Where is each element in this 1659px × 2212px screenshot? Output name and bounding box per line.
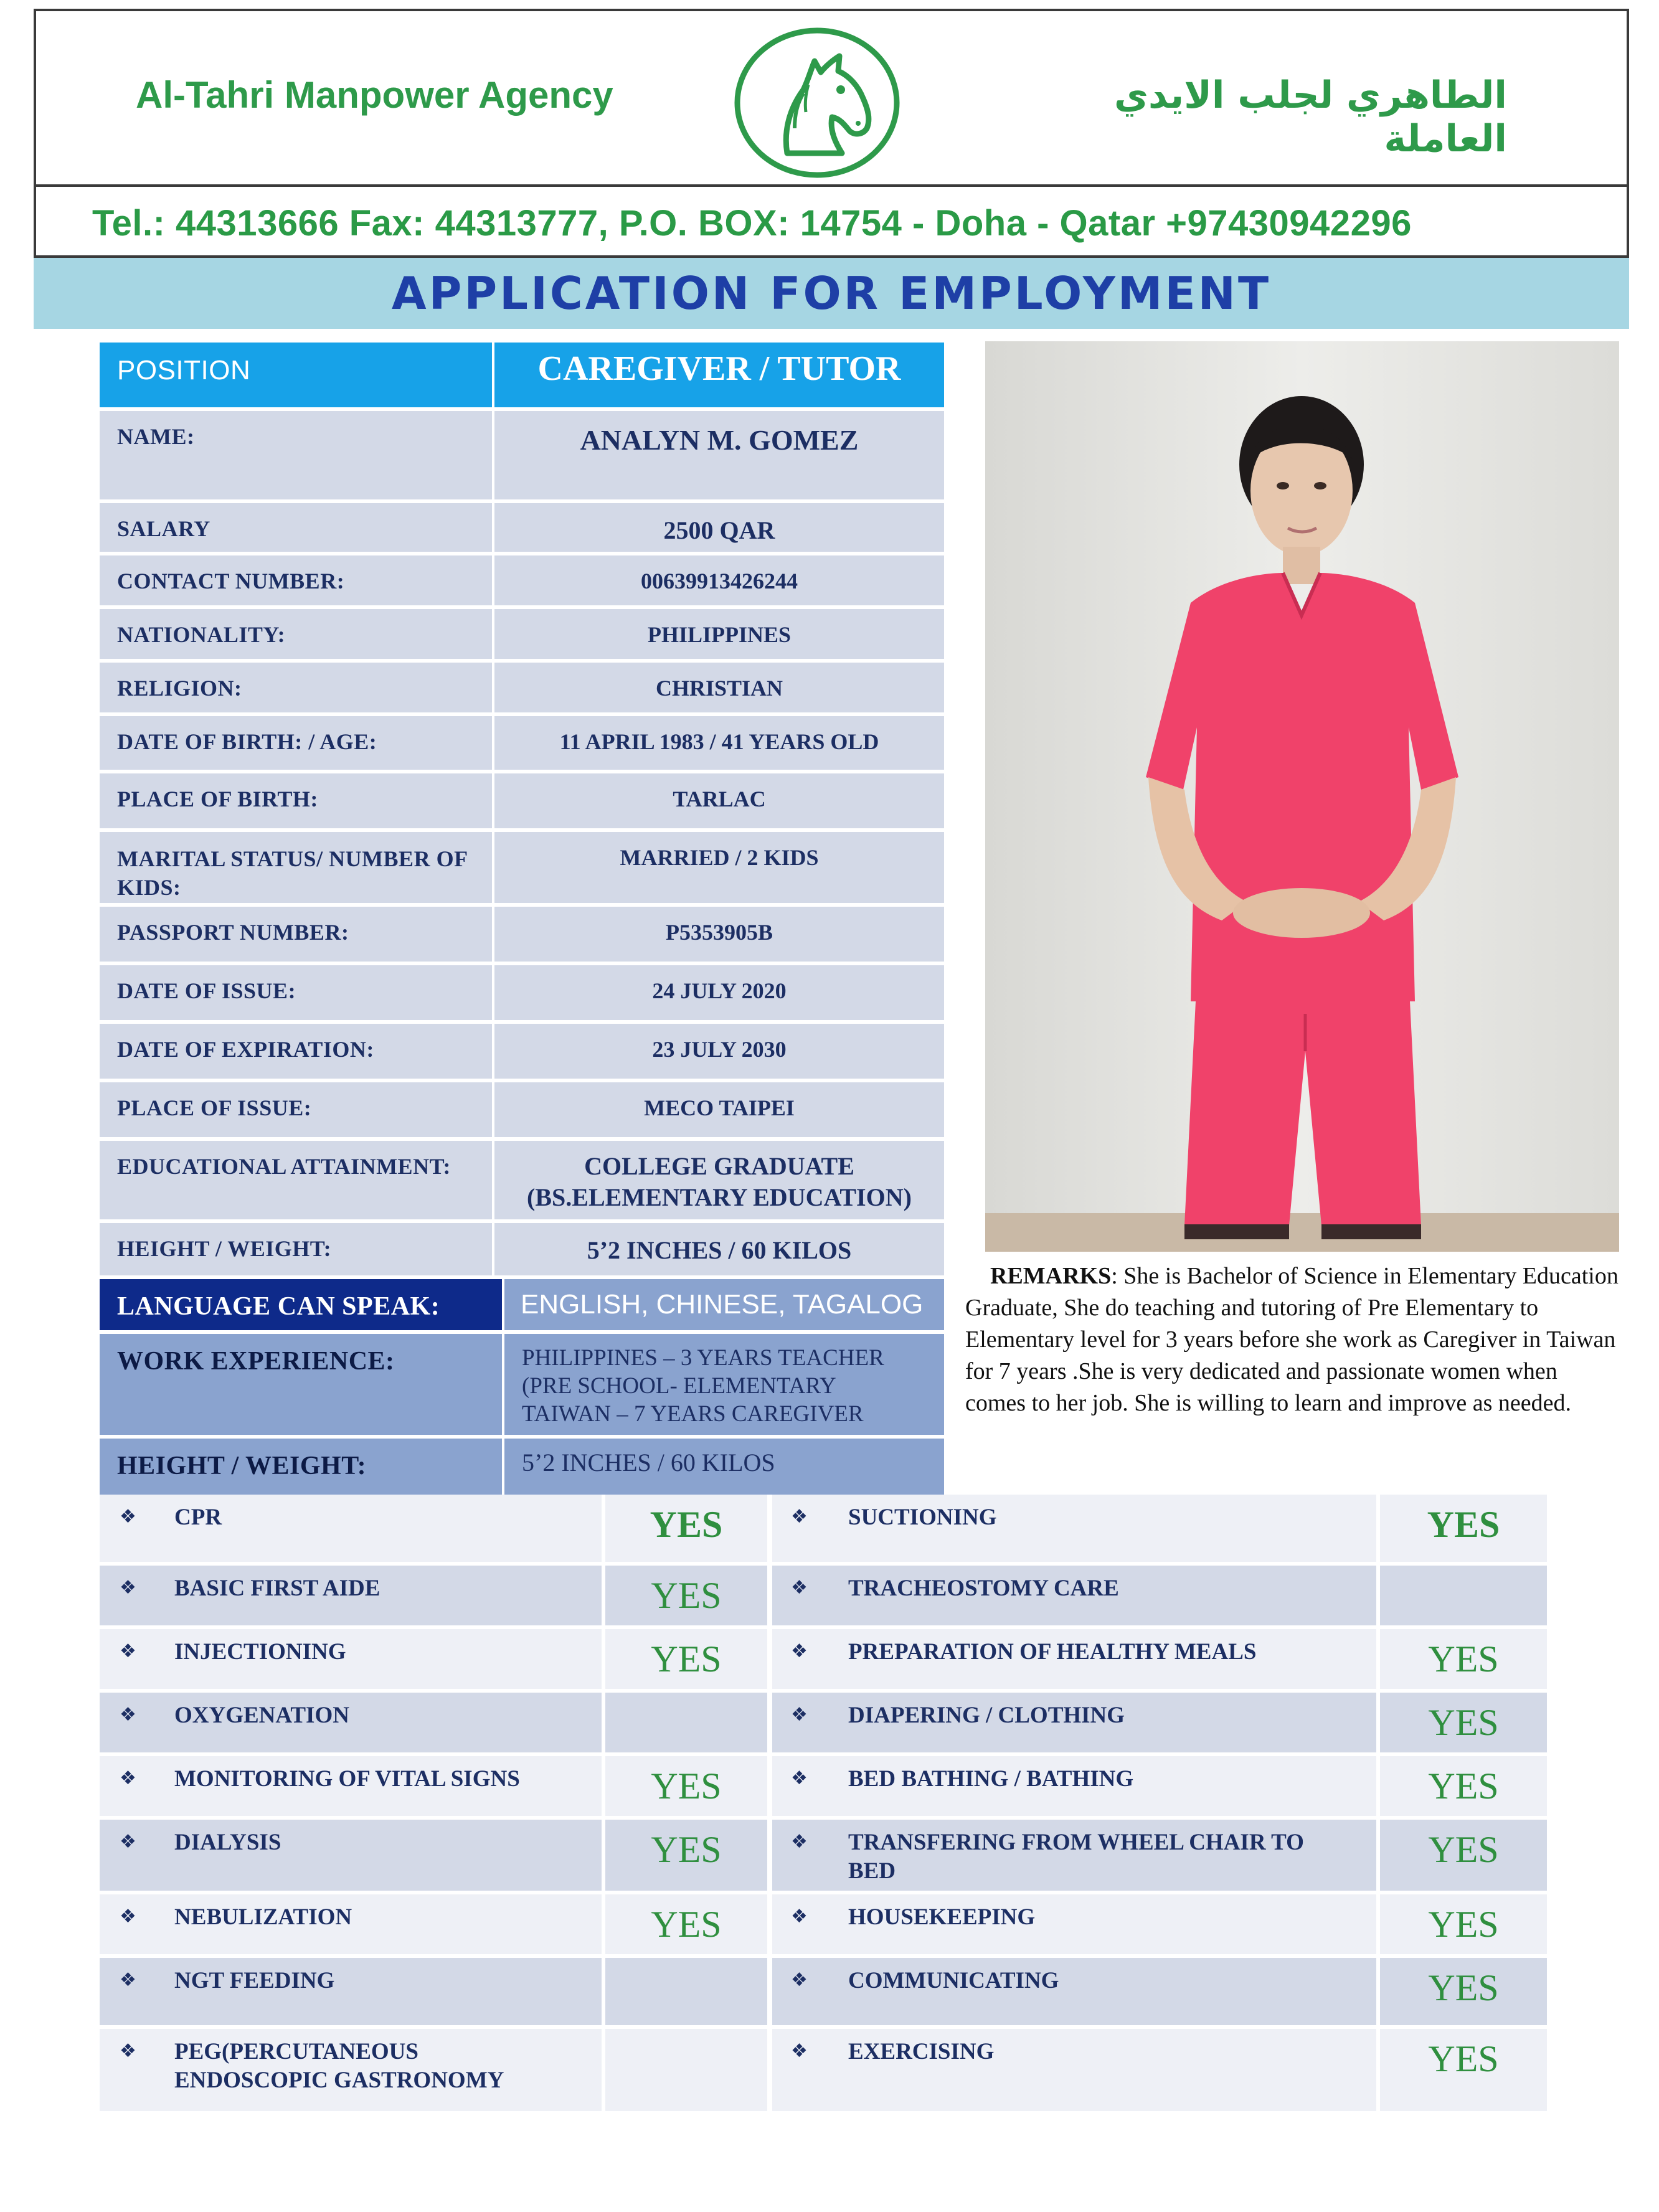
skill-yes-value: YES — [1428, 1638, 1499, 1680]
position-label: POSITION — [100, 343, 492, 407]
remarks-text: : She is Bachelor of Science in Elementary Education Graduate, She do teaching and tutoring of Pre Elementary to Elementary level for 3 years before she work as Caregiver in Taiwan for 7 years .She is very dedicated and passionate women when comes to her job. She is willing to learn and improve as needed. — [965, 1263, 1619, 1416]
table-gridline — [767, 1495, 771, 2111]
skill-value-cell — [605, 1693, 767, 1752]
date-of-issue-label: DATE OF ISSUE: — [100, 965, 492, 1020]
work-line-2: (PRE SCHOOL- ELEMENTARY — [522, 1373, 836, 1399]
salary-label: SALARY — [100, 503, 492, 552]
skill-yes-value: YES — [1428, 1829, 1499, 1870]
place-of-issue-value: MECO TAIPEI — [494, 1082, 944, 1137]
skill-yes-value: YES — [651, 1904, 722, 1945]
diamond-bullet-icon: ❖ — [791, 1577, 808, 1599]
religion-value: CHRISTIAN — [494, 663, 944, 712]
table-gridline — [602, 1495, 605, 2111]
skill-yes-value: YES — [1428, 1967, 1499, 2008]
skill-value-cell — [605, 1958, 767, 2025]
skill-yes-value: YES — [1428, 1904, 1499, 1945]
table-gridline — [1376, 1495, 1380, 2111]
nationality-label: NATIONALITY: — [100, 609, 492, 659]
place-of-birth-value: TARLAC — [494, 773, 944, 828]
agency-name-arabic: الطاهري لجلب الايدي العاملة — [1114, 73, 1507, 161]
place-of-issue-label: PLACE OF ISSUE: — [100, 1082, 492, 1137]
skill-name: TRACHEOSTOMY CARE — [848, 1576, 1119, 1601]
language-label: LANGUAGE CAN SPEAK: — [100, 1279, 502, 1330]
diamond-bullet-icon: ❖ — [791, 1704, 808, 1726]
contact-number-label: CONTACT NUMBER: — [100, 555, 492, 605]
skill-name-line-2: ENDOSCOPIC GASTRONOMY — [174, 2068, 504, 2093]
height-weight-label: HEIGHT / WEIGHT: — [100, 1223, 492, 1275]
education-label: EDUCATIONAL ATTAINMENT: — [100, 1141, 492, 1219]
nationality-value: PHILIPPINES — [494, 609, 944, 659]
height-weight-2-label: HEIGHT / WEIGHT: — [100, 1439, 502, 1495]
skill-yes-value: YES — [1428, 1702, 1499, 1743]
language-value: ENGLISH, CHINESE, TAGALOG — [504, 1279, 944, 1330]
work-line-3: TAIWAN – 7 YEARS CAREGIVER — [522, 1401, 864, 1427]
skill-name: NGT FEEDING — [174, 1968, 335, 1993]
place-of-birth-label: PLACE OF BIRTH: — [100, 773, 492, 828]
diamond-bullet-icon: ❖ — [120, 1640, 136, 1662]
header-divider — [34, 184, 1629, 187]
skill-yes-value: YES — [651, 1575, 722, 1616]
skill-yes-value: YES — [651, 1829, 722, 1870]
diamond-bullet-icon: ❖ — [791, 1831, 808, 1853]
skill-name: BED BATHING / BATHING — [848, 1766, 1134, 1792]
salary-value: 2500 QAR — [494, 503, 944, 552]
diamond-bullet-icon: ❖ — [791, 1506, 808, 1528]
diamond-bullet-icon: ❖ — [120, 1831, 136, 1853]
work-experience-value — [504, 1334, 944, 1435]
skill-name — [174, 2038, 589, 2095]
marital-status-value: MARRIED / 2 KIDS — [494, 832, 944, 903]
skill-yes-value: YES — [651, 1638, 722, 1680]
skill-name: BASIC FIRST AIDE — [174, 1576, 380, 1601]
name-label: NAME: — [100, 411, 492, 499]
date-of-expiration-label: DATE OF EXPIRATION: — [100, 1024, 492, 1079]
skill-name: DIAPERING / CLOTHING — [848, 1703, 1125, 1728]
education-line-2: (BS.ELEMENTARY EDUCATION) — [527, 1183, 912, 1211]
diamond-bullet-icon: ❖ — [120, 2040, 136, 2062]
agency-name-english: Al-Tahri Manpower Agency — [136, 74, 613, 116]
title-band — [34, 258, 1629, 329]
skill-name: INJECTIONING — [174, 1639, 346, 1665]
date-of-expiration-value: 23 JULY 2030 — [494, 1024, 944, 1079]
diamond-bullet-icon: ❖ — [120, 1969, 136, 1991]
education-value — [494, 1141, 944, 1219]
diamond-bullet-icon: ❖ — [791, 1906, 808, 1927]
education-line-1: COLLEGE GRADUATE — [584, 1152, 854, 1180]
passport-number-value: P5353905B — [494, 907, 944, 962]
work-line-1: PHILIPPINES – 3 YEARS TEACHER — [522, 1345, 884, 1371]
contact-line: Tel.: 44313666 Fax: 44313777, P.O. BOX: 14754 - Doha - Qatar +97430942296 — [92, 203, 1412, 243]
dob-age-label: DATE OF BIRTH: / AGE: — [100, 716, 492, 770]
page-title: APPLICATION FOR EMPLOYMENT — [391, 267, 1272, 319]
dob-age-value: 11 APRIL 1983 / 41 YEARS OLD — [494, 716, 944, 770]
skill-name: OXYGENATION — [174, 1703, 349, 1728]
skill-yes-value: YES — [1428, 2038, 1499, 2079]
skill-name: DIALYSIS — [174, 1830, 281, 1855]
skill-name: CPR — [174, 1505, 222, 1530]
diamond-bullet-icon: ❖ — [120, 1906, 136, 1927]
remarks-block — [965, 1260, 1619, 1419]
diamond-bullet-icon: ❖ — [791, 2040, 808, 2062]
skill-name-line-2: BED — [848, 1858, 896, 1884]
skill-yes-value: YES — [650, 1504, 723, 1545]
skill-name: NEBULIZATION — [174, 1904, 352, 1930]
diamond-bullet-icon: ❖ — [120, 1506, 136, 1528]
diamond-bullet-icon: ❖ — [120, 1577, 136, 1599]
height-weight-value: 5’2 INCHES / 60 KILOS — [494, 1223, 944, 1275]
diamond-bullet-icon: ❖ — [791, 1640, 808, 1662]
marital-status-label: MARITAL STATUS/ NUMBER OF KIDS: — [100, 832, 492, 903]
religion-label: RELIGION: — [100, 663, 492, 712]
skill-value-cell — [605, 2029, 767, 2111]
skill-name: MONITORING OF VITAL SIGNS — [174, 1766, 520, 1792]
skill-name: COMMUNICATING — [848, 1968, 1059, 1993]
skill-name: PREPARATION OF HEALTHY MEALS — [848, 1639, 1257, 1665]
skill-yes-value: YES — [1428, 1765, 1499, 1807]
skill-yes-value: YES — [651, 1765, 722, 1807]
skill-name: EXERCISING — [848, 2039, 995, 2064]
skill-name-line-1: PEG(PERCUTANEOUS — [174, 2039, 418, 2064]
band-spacer — [34, 329, 1629, 341]
date-of-issue-value: 24 JULY 2020 — [494, 965, 944, 1020]
skill-name — [848, 1828, 1364, 1886]
diamond-bullet-icon: ❖ — [120, 1767, 136, 1789]
diamond-bullet-icon: ❖ — [120, 1704, 136, 1726]
skill-name: SUCTIONING — [848, 1505, 997, 1530]
position-value: CAREGIVER / TUTOR — [494, 343, 944, 407]
work-experience-label: WORK EXPERIENCE: — [100, 1334, 502, 1435]
horse-head-icon — [730, 25, 904, 181]
remarks-label: REMARKS — [990, 1263, 1112, 1289]
name-value: ANALYN M. GOMEZ — [494, 411, 944, 499]
diamond-bullet-icon: ❖ — [791, 1969, 808, 1991]
diamond-bullet-icon: ❖ — [791, 1767, 808, 1789]
skill-name-line-1: TRANSFERING FROM WHEEL CHAIR TO — [848, 1830, 1304, 1855]
applicant-photo — [985, 341, 1619, 1252]
passport-number-label: PASSPORT NUMBER: — [100, 907, 492, 962]
skill-yes-value: YES — [1427, 1504, 1500, 1545]
skill-name: HOUSEKEEPING — [848, 1904, 1036, 1930]
contact-number-value: 00639913426244 — [494, 555, 944, 605]
height-weight-2-value: 5’2 INCHES / 60 KILOS — [504, 1439, 944, 1495]
skill-value-cell — [1380, 1566, 1547, 1625]
